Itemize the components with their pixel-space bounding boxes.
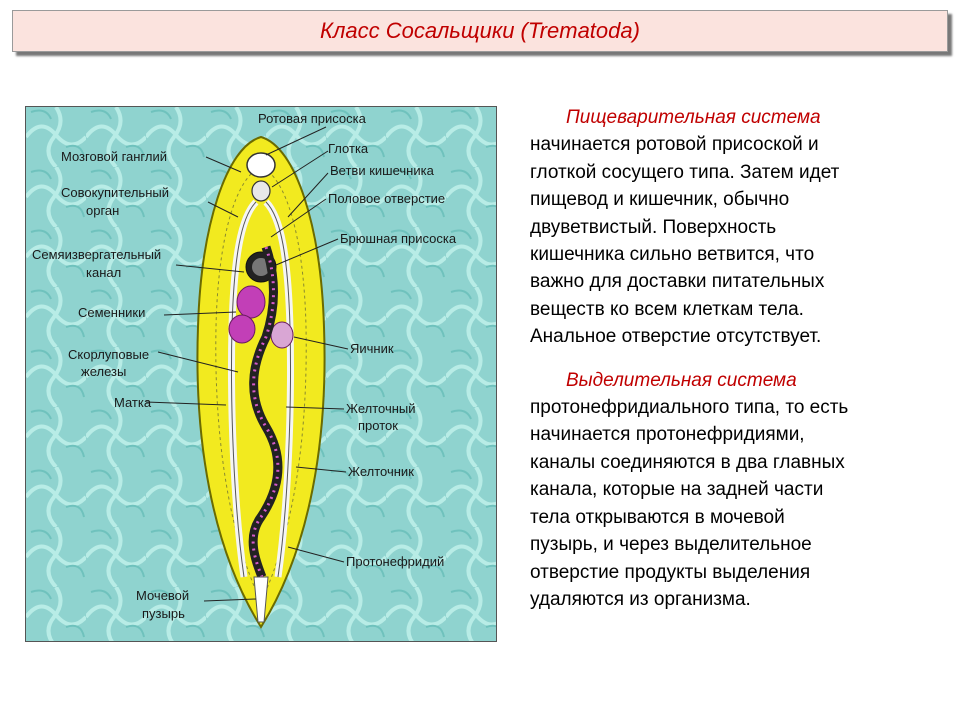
- label-vitelline-duct-2: проток: [358, 418, 398, 433]
- text-column: [530, 104, 950, 629]
- slide-title: Класс Сосальщики (Trematoda): [320, 18, 640, 43]
- line: кишечника сильно ветвится, что: [530, 244, 815, 266]
- paragraph-digestive: [530, 104, 950, 351]
- label-ejaculatory-canal-2: канал: [86, 265, 122, 280]
- label-pharynx: Глотка: [328, 141, 369, 156]
- line: веществ ко всем клеткам тела.: [530, 298, 804, 320]
- line: каналы соединяются в два главных: [530, 451, 845, 473]
- label-vitellarium: Желточник: [348, 464, 414, 479]
- label-brain-ganglion: Мозговой ганглий: [61, 149, 167, 164]
- line: тела открываются в мочевой: [530, 506, 785, 528]
- ovary: [271, 322, 293, 348]
- line: начинается ротовой присоской и: [530, 134, 819, 156]
- line: важно для доставки питательных: [530, 271, 825, 293]
- title-bar: [12, 10, 948, 52]
- heading-digestive: Пищеварительная система: [566, 107, 821, 128]
- line: отверстие продукты выделения: [530, 561, 811, 583]
- label-uterus: Матка: [114, 395, 152, 410]
- trematode-diagram: [25, 106, 497, 642]
- testis-1: [237, 286, 265, 318]
- label-genital-pore: Половое отверстие: [328, 191, 446, 206]
- line: Анальное отверстие отсутствует.: [530, 326, 822, 348]
- line: начинается протонефридиями,: [530, 424, 805, 446]
- label-ovary: Яичник: [350, 341, 394, 356]
- paragraph-excretory: [530, 367, 950, 614]
- label-bladder-1: Мочевой: [136, 588, 190, 603]
- label-ejaculatory-canal-1: Семяизвергательный: [32, 247, 162, 262]
- label-bladder-2: пузырь: [142, 606, 185, 621]
- line: протонефридиального типа, то есть: [530, 397, 849, 419]
- line: пищевод и кишечник, обычно: [530, 189, 790, 211]
- line: канала, которые на задней части: [530, 479, 824, 501]
- pharynx: [252, 181, 270, 201]
- oral-sucker: [247, 153, 275, 177]
- label-intestine-branches: Ветви кишечника: [330, 163, 434, 178]
- label-testes: Семенники: [78, 305, 146, 320]
- line: двуветвистый. Поверхность: [530, 216, 777, 238]
- line: глоткой сосущего типа. Затем идет: [530, 161, 840, 183]
- label-shell-glands-2: железы: [81, 364, 127, 379]
- line: пузырь, и через выделительное: [530, 534, 812, 556]
- label-protonephridium: Протонефридий: [346, 554, 445, 569]
- label-shell-glands-1: Скорлуповые: [68, 347, 150, 362]
- label-copulatory-organ-2: орган: [86, 203, 120, 218]
- label-ventral-sucker: Брюшная присоска: [340, 231, 457, 246]
- label-oral-sucker: Ротовая присоска: [258, 111, 366, 126]
- label-copulatory-organ-1: Совокупительный: [61, 185, 169, 200]
- heading-excretory: Выделительная система: [566, 369, 797, 391]
- testis-2: [229, 315, 255, 343]
- label-vitelline-duct-1: Желточный: [346, 401, 416, 416]
- line: удаляются из организма.: [530, 588, 751, 610]
